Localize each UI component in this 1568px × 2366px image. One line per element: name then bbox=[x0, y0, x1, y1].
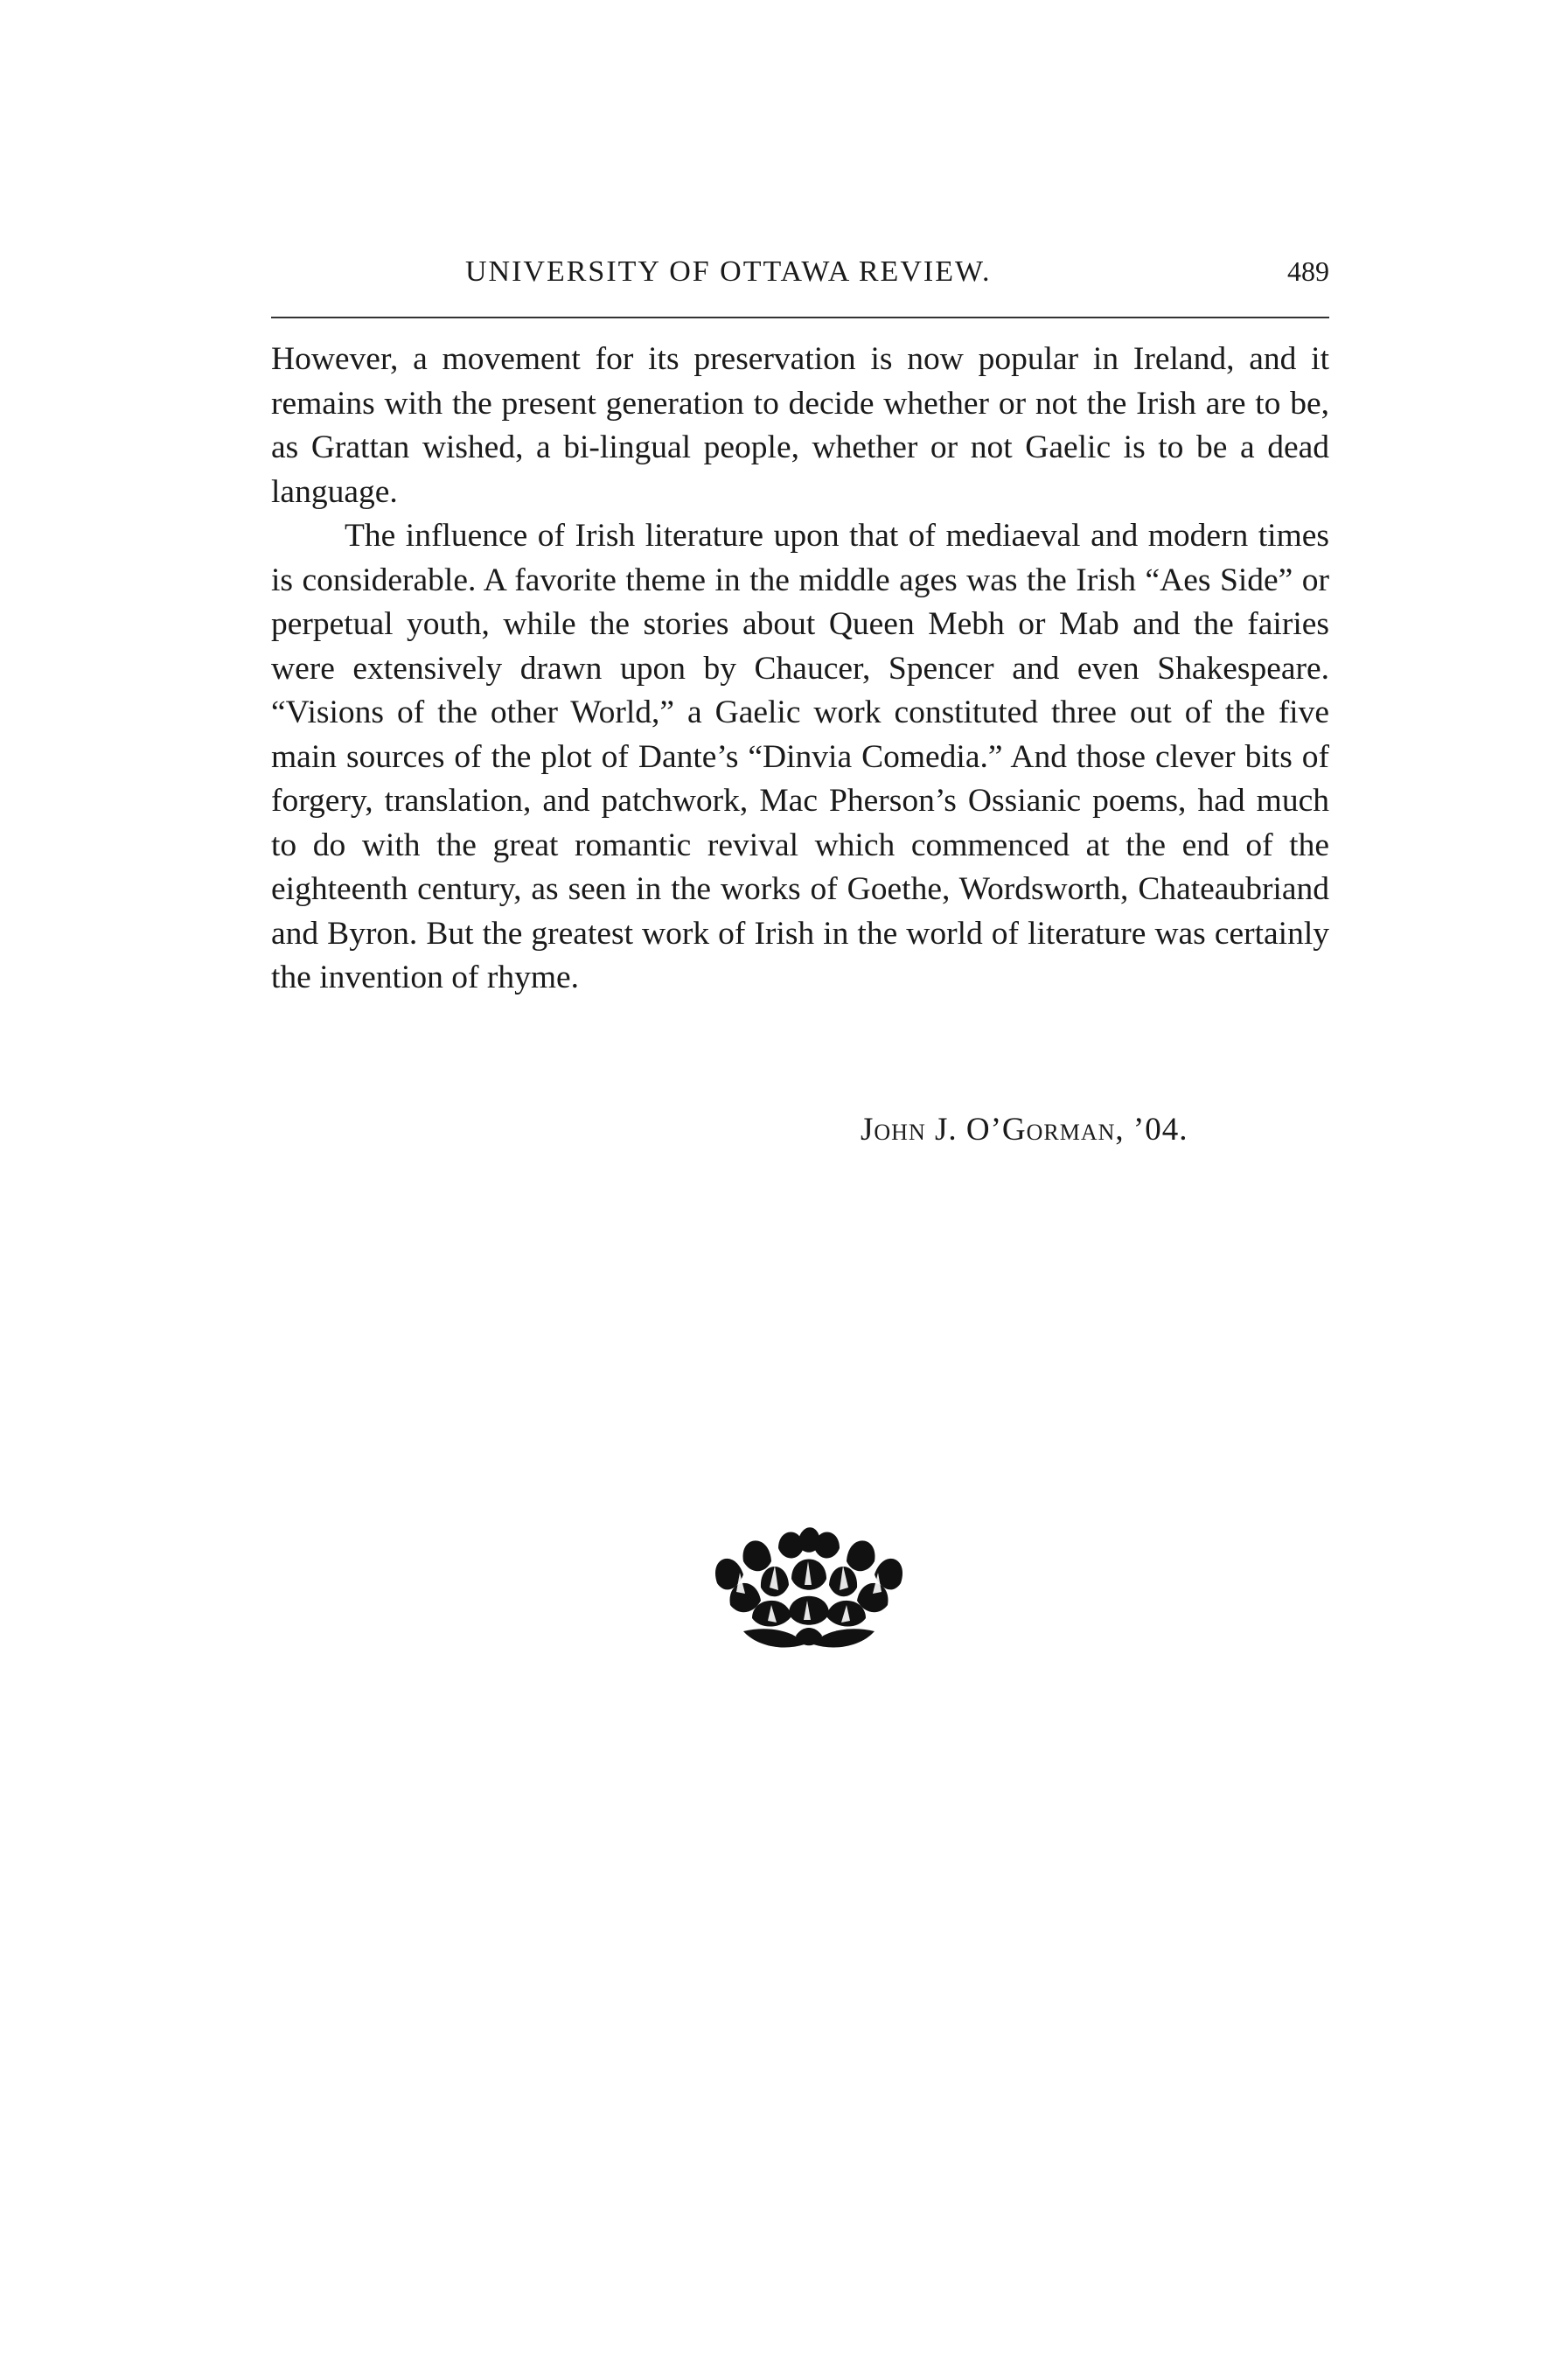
article-body bbox=[271, 338, 1329, 1001]
paragraph-influence: The influence of Irish literature upon that of mediaeval and modern times is considerable. A favorite theme in the middle ages was the Irish “Aes Side” or perpetual youth, while the stories about Queen Mebh or Mab and the fairies were extensively drawn upon by Chaucer, Spencer and even Shakespeare. “Visions of the other World,” a Gaelic work constituted three out of the five main sources of the plot of Dante’s “Dinvia Comedia.” And those clever bits of forgery, translation, and patchwork, Mac Pherson’s Ossianic poems, had much to do with the great romantic revival which commenced at the end of the eighteenth century, as seen in the works of Goethe, Wordsworth, Chateaubriand and Byron. But the greatest work of Irish in the world of literature was certainly the invention of rhyme. bbox=[271, 518, 1329, 995]
running-head bbox=[271, 255, 1329, 299]
author-signature: John J. O’Gorman, ’04. bbox=[861, 1112, 1188, 1148]
page-number: 489 bbox=[1287, 255, 1329, 287]
journal-title: UNIVERSITY OF OTTAWA REVIEW. bbox=[465, 255, 992, 288]
header-rule bbox=[271, 317, 1329, 318]
chrysanthemum-ornament-icon bbox=[691, 1522, 927, 1653]
paragraph-continuation: However, a movement for its preservation is now popular in Ireland, and it remains with the present generation to decide whether or not the Irish are to be, as Grattan wished, a bi-lingual people, whether or not Gaelic is to be a dead language. bbox=[271, 341, 1329, 510]
